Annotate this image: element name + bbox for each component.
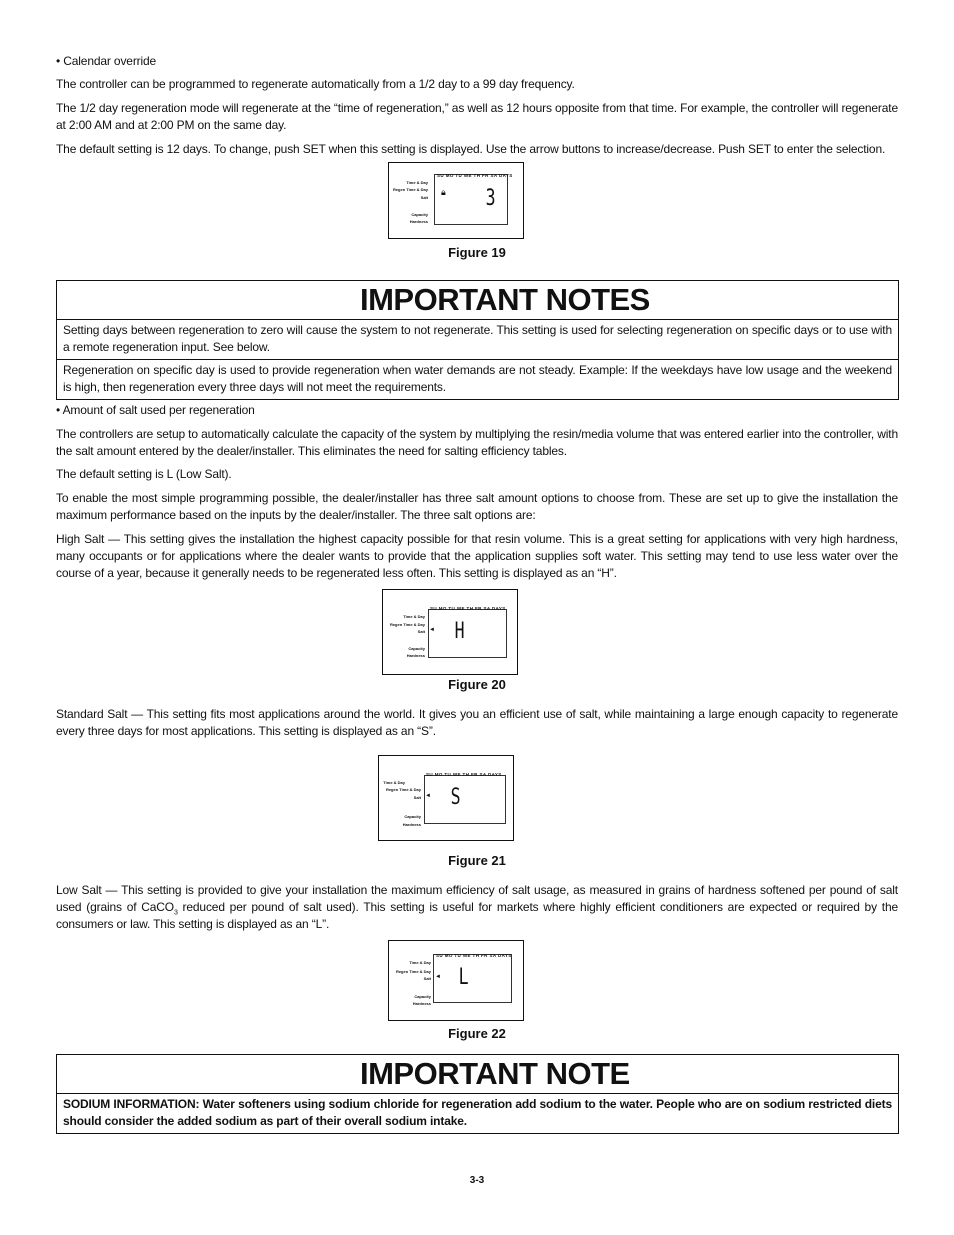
paragraph-high-salt: High Salt — This setting gives the installation the highest capacity possible for that resin volume. This is a great setting for applications with very high hardness, many occupants or for applications where the dealer wants to provide that the application supplies soft water. This setting may tend to use less water over the course of a year, because it generally needs to be regenerated less often. This setting is displayed as an “H”. [56,532,898,580]
paragraph-default-days: The default setting is 12 days. To change, push SET when this setting is displayed. Use the arrow buttons to increase/decrease. Push SET to enter the selection. [56,142,886,156]
paragraph-standard-salt: Standard Salt — This setting fits most applications around the world. It gives you an efficient use of salt, while maintaining a large enough capacity to regenerate every three days for most applications. This setting is displayed as an “S”. [56,707,898,738]
important-notes-row-1: Setting days between regeneration to zero will cause the system to not regenerate. This setting is used for selecting regeneration on specific days or to use with a remote regeneration input. See below. [57,319,898,359]
sodium-information: SODIUM INFORMATION: Water softeners using sodium chloride for regeneration add sodium to the water. People who are on sodium restricted diets should consider the added sodium as part of their overall sodium intake. [57,1093,898,1133]
lcd-label-regen-time-day: Regen Time & Day [389,622,425,627]
lcd-label-capacity: Capacity [408,646,425,651]
lcd-label-time-day: Time & Day [403,614,425,619]
bullet-calendar-override: • Calendar override [56,54,157,68]
lcd-label-hardness: Hardness [402,822,421,827]
paragraph-salt-options: To enable the most simple programming possible, the dealer/installer has three salt amount options to choose from. These are set up to give the installation the maximum performance based on the inputs by the dealer/installer. The three salt options are: [56,491,898,522]
lcd-days-row: SU MO TU WE TH FR SA DAYS [426,772,502,777]
lcd-label-capacity: Capacity [414,994,431,999]
salt-indicator-arrow-icon: ◄ [425,793,431,799]
lock-icon: 🔒︎ [441,187,446,197]
lcd-label-regen-time-day: Regen Time & Day [392,187,428,192]
lcd-figure-20 [382,589,518,675]
important-notes-row-2: Regeneration on specific day is used to provide regeneration when water demands are not steady. Example: If the weekdays have low usage and the weekend is high, then regeneration every three days will not meet the requirements. [57,359,898,399]
lcd-digit: 3 [485,186,496,211]
paragraph-half-day: The 1/2 day regeneration mode will regenerate at the “time of regeneration,” as well as 12 hours opposite from that time. For example, the controller will regenerate at 2:00 AM and at 2:00 PM on the same day. [56,101,898,132]
salt-indicator-arrow-icon: ◄ [435,974,441,980]
salt-indicator-arrow-icon: ◄ [429,627,435,633]
lcd-days-row: SU MO TU WE TH FR SA DAYS [430,606,506,611]
important-notes-title: IMPORTANT NOTES [360,282,650,317]
lcd-label-capacity: Capacity [411,212,428,217]
lcd-screen [433,954,512,1003]
paragraph-low-salt: Low Salt — This setting is provided to give your installation the maximum efficiency of salt usage, as measured in grains of hardness softened per pound of salt used (grains of CaCO$_3$ reduced per pound of salt used). This setting is useful for markets where highly efficient conditioners are expected or required by the consumers or law. This setting is displayed as an “L”. [56,883,898,931]
figure-22-caption: Figure 22 [448,1026,506,1041]
lcd-label-salt: Salt [417,629,425,634]
lcd-screen [428,609,507,658]
lcd-label-hardness: Hardness [412,1001,431,1006]
lcd-days-row: SU MO TU WE TH FR SA DAYS [436,953,512,958]
lcd-label-time-day: Time & Day [409,960,431,965]
lcd-label-regen-time-day: Regen Time & Day [385,787,421,792]
lcd-figure-22 [388,940,524,1021]
lcd-digit: H [454,619,465,644]
paragraph-frequency: The controller can be programmed to regenerate automatically from a 1/2 day to a 99 day frequency. [56,77,575,91]
lcd-label-hardness: Hardness [409,219,428,224]
important-notes-box [56,280,899,400]
lcd-digit: L [458,965,469,990]
figure-20-caption: Figure 20 [448,677,506,692]
paragraph-default-salt: The default setting is L (Low Salt). [56,467,232,481]
lcd-label-salt: Salt [420,195,428,200]
lcd-label-time-day: Time & Day [406,180,428,185]
important-note-title: IMPORTANT NOTE [360,1056,630,1091]
lcd-label-capacity: Capacity [404,814,421,819]
bullet-salt-amount: • Amount of salt used per regeneration [56,403,255,417]
lcd-screen [434,174,508,225]
lcd-label-regen-time-day: Regen Time & Day [395,969,431,974]
figure-21-caption: Figure 21 [448,853,506,868]
important-note-box [56,1054,899,1134]
lcd-label-salt: Salt [423,976,431,981]
lcd-label-hardness: Hardness [406,653,425,658]
lcd-days-row: SU MO TU WE TH FR SA DAYS [437,173,513,178]
page-number: 3-3 [469,1175,485,1186]
lcd-label-time-day: Time & Day [383,780,405,785]
lcd-screen [424,775,506,824]
lcd-figure-21 [378,755,514,841]
lcd-digit: S [450,785,461,810]
lcd-label-salt: Salt [413,795,421,800]
lcd-figure-19 [388,162,524,239]
paragraph-capacity-calculation: The controllers are setup to automatically calculate the capacity of the system by multiplying the resin/media volume that was entered earlier into the controller, with the salt amount entered by the dealer/installer. This eliminates the need for salting efficiency tables. [56,427,898,458]
figure-19-caption: Figure 19 [448,245,506,260]
